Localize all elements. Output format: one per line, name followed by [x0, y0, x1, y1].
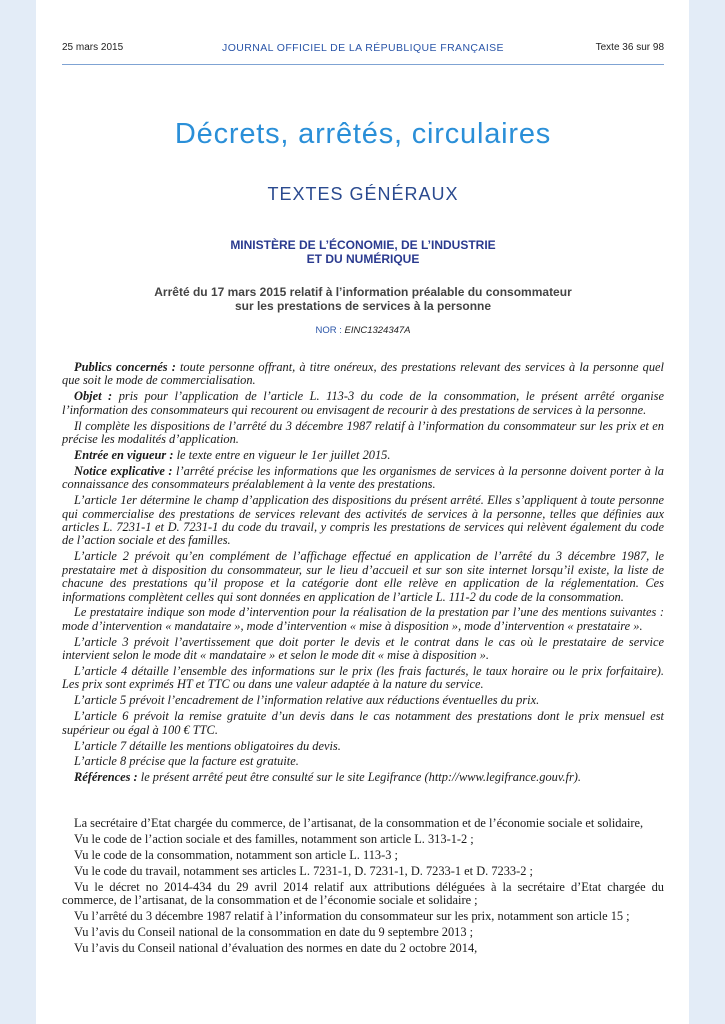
- notice-label: Références :: [74, 770, 138, 785]
- header-journal-name: JOURNAL OFFICIEL DE LA RÉPUBLIQUE FRANÇAISE: [222, 42, 504, 54]
- notice-text: toute personne offrant, à titre onéreux, des prestations relevant des services à la personne quel que soit le mode de commercialisation.: [62, 360, 664, 388]
- main-title: Décrets, arrêtés, circulaires: [174, 118, 552, 150]
- header-date: 25 mars 2015: [62, 42, 124, 53]
- explanatory-notice: [62, 361, 664, 787]
- header-page-number: Texte 36 sur 98: [595, 42, 664, 53]
- notice-paragraph: [62, 694, 664, 707]
- notice-text: Le prestataire indique son mode d’intervention pour la réalisation de la prestation par l’une des mentions suivantes : mode d’intervention « mandataire », mode d’intervention « mise à disposition », mode d’intervention « prestataire ».: [62, 605, 664, 633]
- body-paragraph: Vu l’avis du Conseil national d’évaluation des normes en date du 2 octobre 2014,: [74, 940, 478, 955]
- decree-body: [62, 817, 664, 958]
- notice-paragraph: [62, 710, 664, 737]
- body-paragraph: Vu le code du travail, notamment ses articles L. 7231-1, D. 7231-1, D. 7233-1 et D. 7233-2 ;: [74, 863, 533, 878]
- notice-paragraph: [62, 606, 664, 633]
- notice-paragraph: [62, 361, 664, 388]
- body-paragraph: Vu l’arrêté du 3 décembre 1987 relatif à l’information du consommateur sur les prix, notamment son article 15 ;: [74, 908, 630, 923]
- notice-paragraph: [62, 390, 664, 417]
- notice-text: pris pour l’application de l’article L. 113-3 du code de la consommation, le présent arrêté organise l’information des consommateurs qui recourent ou envisagent de recourir à des prestations de services à la personne.: [62, 389, 664, 417]
- ministry-heading: [62, 238, 664, 266]
- notice-text: L’article 8 précise que la facture est gratuite.: [74, 754, 299, 769]
- body-paragraph: Vu le code de la consommation, notamment son article L. 113-3 ;: [74, 847, 398, 862]
- header-divider: [62, 64, 664, 65]
- notice-label: Publics concernés :: [74, 360, 176, 374]
- notice-label: Entrée en vigueur :: [74, 447, 174, 462]
- ministry-line-1: MINISTÈRE DE L’ÉCONOMIE, DE L’INDUSTRIE: [230, 238, 496, 252]
- left-margin-band: [0, 0, 36, 1024]
- nor-reference: [62, 325, 664, 336]
- page-header: [62, 42, 664, 56]
- notice-text: L’article 6 prévoit la remise gratuite d’un devis dans le cas notamment des prestations dont le prix mensuel est supérieur ou égal à 100 € TTC.: [62, 709, 664, 737]
- notice-paragraph: [62, 550, 664, 604]
- notice-paragraph: [62, 449, 664, 462]
- right-margin-band: [689, 0, 725, 1024]
- notice-paragraph: [62, 771, 664, 784]
- notice-text: L’article 7 détaille les mentions obligatoires du devis.: [74, 738, 341, 753]
- notice-text: L’article 2 prévoit qu’en complément de l’affichage effectué en application de l’arrêté du 3 décembre 1987, le prestataire met à disposition du consommateur, sur le lieu d’accueil et sur son site internet lorsqu’il existe, la liste de chacune des prestations qu’il propose et la catégorie dont elle relève en application de la réglementation. Ces informations complètent celles qui sont données en application de l’article L. 111-2 du code de la consommation.: [62, 549, 664, 604]
- decree-title-line-2: sur les prestations de services à la personne: [234, 299, 492, 313]
- nor-label: NOR :: [315, 325, 342, 336]
- body-paragraph: Vu le décret no 2014-434 du 29 avril 2014 relatif aux attributions déléguées à la secrétaire d’Etat chargée du commerce, de l’artisanat, de la consommation et de l’économie sociale et solidaire ;: [62, 879, 664, 908]
- notice-text: le présent arrêté peut être consulté sur le site Legifrance (http://www.legifrance.gouv.fr).: [137, 770, 581, 785]
- notice-label: Notice explicative :: [74, 463, 173, 478]
- notice-paragraph: [62, 420, 664, 447]
- notice-text: L’article 5 prévoit l’encadrement de l’information relative aux réductions éventuelles du prix.: [74, 693, 540, 708]
- body-paragraph: Vu l’avis du Conseil national de la consommation en date du 9 septembre 2013 ;: [74, 924, 474, 939]
- notice-paragraph: [62, 740, 664, 753]
- notice-paragraph: [62, 494, 664, 548]
- section-title: TEXTES GÉNÉRAUX: [267, 184, 459, 204]
- notice-label: Objet :: [74, 389, 113, 404]
- decree-title-line-1: Arrêté du 17 mars 2015 relatif à l’information préalable du consommateur: [154, 285, 572, 299]
- notice-text: L’article 4 détaille l’ensemble des informations sur le prix (les frais facturés, le taux horaire ou le prix forfaitaire). Les prix sont exprimés HT et TTC ou dans une valeur adaptée à la nature du service.: [62, 664, 664, 692]
- decree-title: [62, 285, 664, 313]
- body-paragraph: La secrétaire d’Etat chargée du commerce, de l’artisanat, de la consommation et de l’économie sociale et solidaire,: [74, 816, 644, 830]
- notice-text: L’article 1er détermine le champ d’application des dispositions du présent arrêté. Elles s’appliquent à toute personne qui commercialise des prestations de services relevant des activités de services à la personne, telles que définies aux articles L. 7231-1 et D. 7231-1 du code du travail, y compris les prestations de services qui relèvent également du code de l’action sociale et des familles.: [62, 493, 664, 548]
- notice-paragraph: [62, 755, 664, 768]
- ministry-line-2: ET DU NUMÉRIQUE: [306, 252, 420, 266]
- notice-text: l’arrêté précise les informations que les organismes de services à la personne doivent porter à la connaissance des consommateurs préalablement à la vente des prestations.: [62, 463, 664, 492]
- notice-paragraph: [62, 636, 664, 663]
- notice-text: Il complète les dispositions de l’arrêté du 3 décembre 1987 relatif à l’information du consommateur sur les prix et en précise les modalités d’application.: [62, 418, 664, 447]
- nor-code: EINC1324347A: [344, 325, 411, 336]
- notice-text: L’article 3 prévoit l’avertissement que doit porter le devis et le contrat dans le cas où le prestataire de service intervient selon le mode dit « mandataire » et selon le mode dit « mise à disposition ».: [62, 634, 664, 663]
- notice-paragraph: [62, 665, 664, 692]
- notice-text: le texte entre en vigueur le 1er juillet 2015.: [173, 447, 391, 462]
- body-paragraph: Vu le code de l’action sociale et des familles, notamment son article L. 313-1-2 ;: [74, 831, 474, 846]
- notice-paragraph: [62, 465, 664, 492]
